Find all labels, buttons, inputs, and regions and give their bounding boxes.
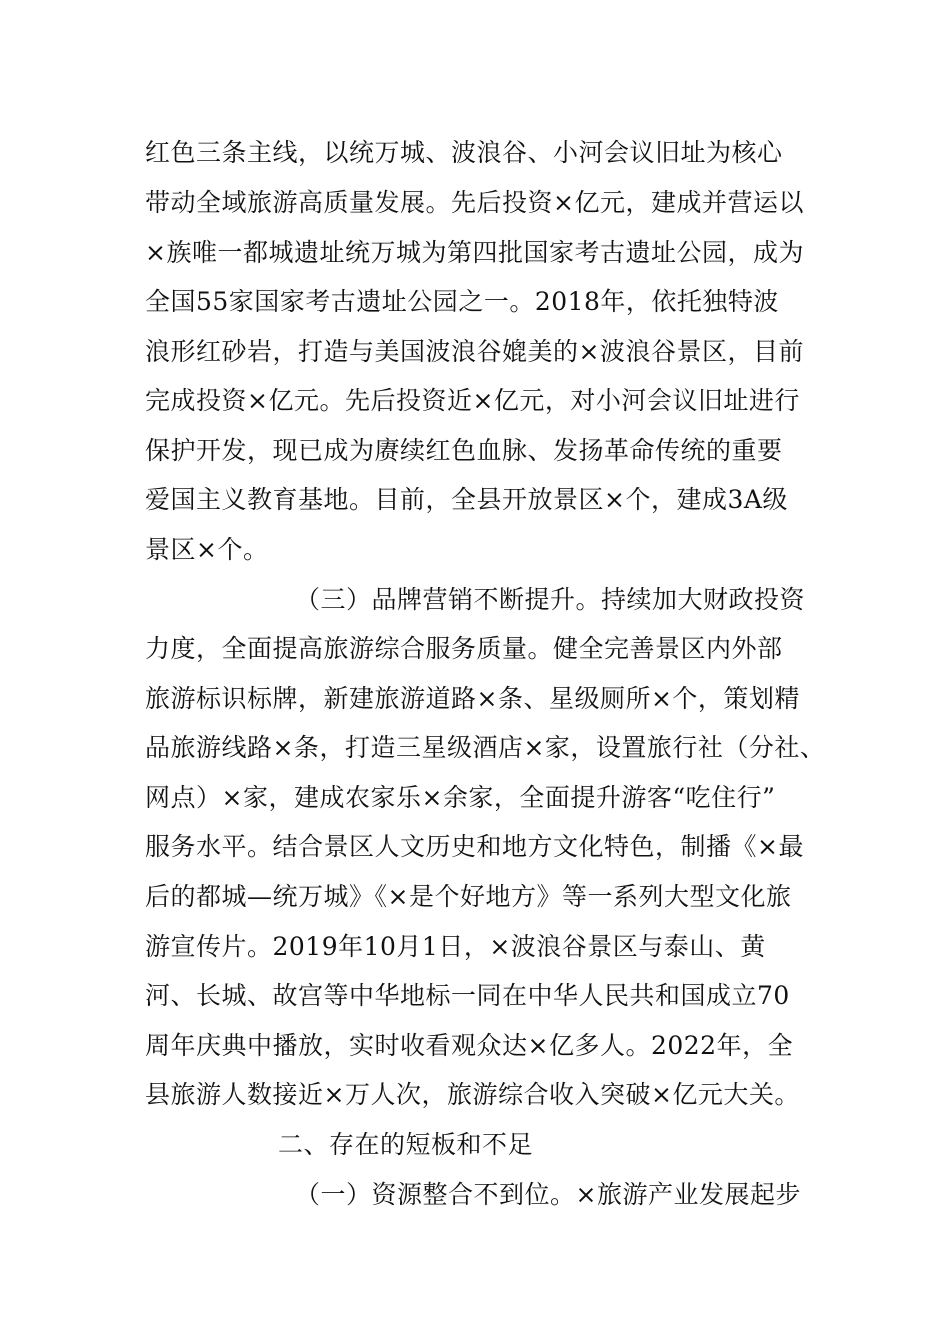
paragraph-line: 带动全域旅游高质量发展。先后投资×亿元，建成并营运以 xyxy=(145,188,804,217)
paragraph-line: 爱国主义教育基地。目前，全县开放景区×个，建成3A级 xyxy=(145,485,788,514)
subsection-heading-line: （一）资源整合不到位。×旅游产业发展起步 xyxy=(295,1180,801,1209)
paragraph-line: 保护开发，现已成为赓续红色血脉、发扬革命传统的重要 xyxy=(145,436,783,465)
paragraph-line: 力度，全面提高旅游综合服务质量。健全完善景区内外部 xyxy=(145,634,783,663)
paragraph-line: 旅游标识标牌，新建旅游道路×条、星级厕所×个，策划精 xyxy=(145,684,800,713)
paragraph-line: 全国55家国家考古遗址公园之一。2018年，依托独特波 xyxy=(145,287,779,316)
paragraph-line: 完成投资×亿元。先后投资近×亿元，对小河会议旧址进行 xyxy=(145,386,800,415)
paragraph-line: 河、长城、故宫等中华地标一同在中华人民共和国成立70 xyxy=(145,981,790,1010)
paragraph-line: 景区×个。 xyxy=(145,535,269,564)
paragraph-line: 服务水平。结合景区人文历史和地方文化特色，制播《×最 xyxy=(145,832,804,861)
paragraph-line: 网点）×家，建成农家乐×余家，全面提升游客“吃住行” xyxy=(145,783,776,812)
paragraph-line: 品旅游线路×条，打造三星级酒店×家，设置旅行社（分社、 xyxy=(145,733,826,762)
paragraph-line: 浪形红砂岩，打造与美国波浪谷媲美的×波浪谷景区，目前 xyxy=(145,337,804,366)
subsection-heading-line: （三）品牌营销不断提升。持续加大财政投资 xyxy=(295,585,806,614)
paragraph-line: 游宣传片。2019年10月1日，×波浪谷景区与泰山、黄 xyxy=(145,932,766,961)
section-heading: 二、存在的短板和不足 xyxy=(278,1130,534,1159)
paragraph-line: 县旅游人数接近×万人次，旅游综合收入突破×亿元大关。 xyxy=(145,1080,800,1109)
paragraph-line: 红色三条主线，以统万城、波浪谷、小河会议旧址为核心 xyxy=(145,138,783,167)
paragraph-line: ×族唯一都城遗址统万城为第四批国家考古遗址公园，成为 xyxy=(145,238,804,267)
paragraph-line: 周年庆典中播放，实时收看观众达×亿多人。2022年，全 xyxy=(145,1031,794,1060)
paragraph-line: 后的都城—统万城》《×是个好地方》等一系列大型文化旅 xyxy=(145,882,792,911)
